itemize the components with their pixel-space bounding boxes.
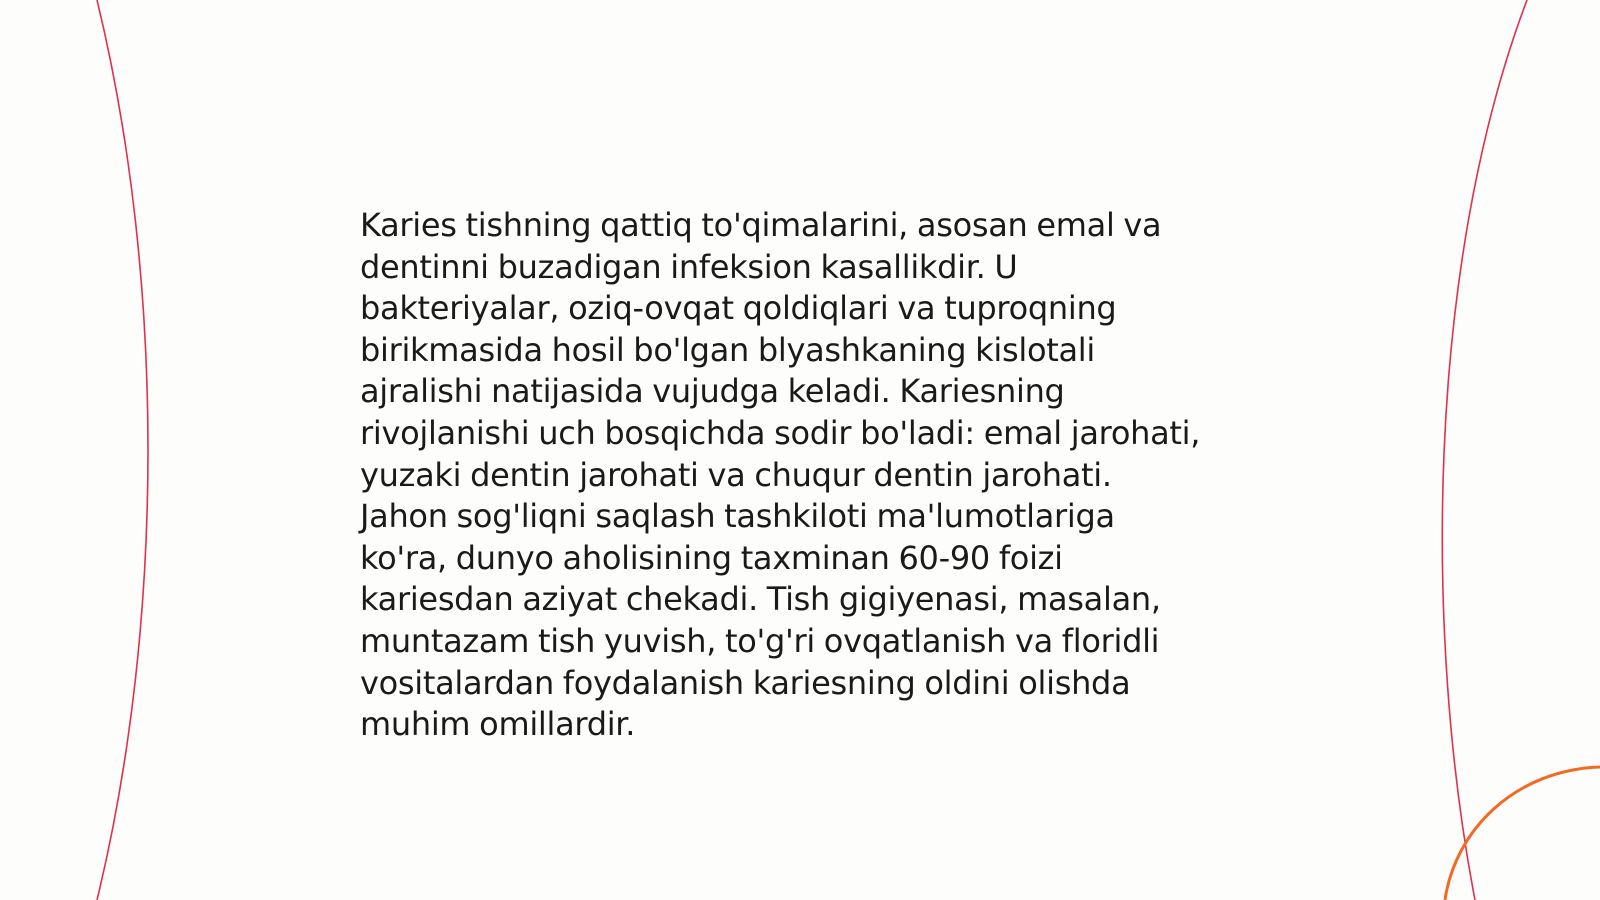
left-curve-line bbox=[97, 0, 148, 900]
body-line: yuzaki dentin jarohati va chuqur dentin jarohati. bbox=[360, 455, 1112, 494]
body-text bbox=[360, 205, 1260, 746]
body-line: Karies tishning qattiq to'qimalarini, asosan emal va bbox=[360, 206, 1162, 244]
body-line: kariesdan aziyat chekadi. Tish gigiyenasi, masalan, bbox=[360, 580, 1161, 619]
body-line: rivojlanishi uch bosqichda sodir bo'ladi: emal jarohati, bbox=[360, 413, 1201, 452]
body-line: dentinni buzadigan infeksion kasallikdir. U bbox=[360, 247, 1018, 286]
body-line: muhim omillardir. bbox=[360, 705, 636, 744]
body-line: Jahon sog'liqni saqlash tashkiloti ma'lumotlariga bbox=[360, 497, 1115, 536]
body-line: ko'ra, dunyo aholisining taxminan 60-90 foizi bbox=[360, 538, 1063, 577]
right-curve-line bbox=[1442, 0, 1527, 900]
body-line: muntazam tish yuvish, to'g'ri ovqatlanish va floridli bbox=[360, 621, 1160, 660]
body-line: bakteriyalar, oziq-ovqat qoldiqlari va tuproqning bbox=[360, 289, 1117, 328]
orange-arc bbox=[1445, 767, 1600, 900]
body-line: ajralishi natijasida vujudga keladi. Kariesning bbox=[360, 372, 1065, 411]
body-line: birikmasida hosil bo'lgan blyashkaning kislotali bbox=[360, 330, 1095, 369]
body-line: vositalardan foydalanish kariesning oldini olishda bbox=[360, 663, 1131, 702]
